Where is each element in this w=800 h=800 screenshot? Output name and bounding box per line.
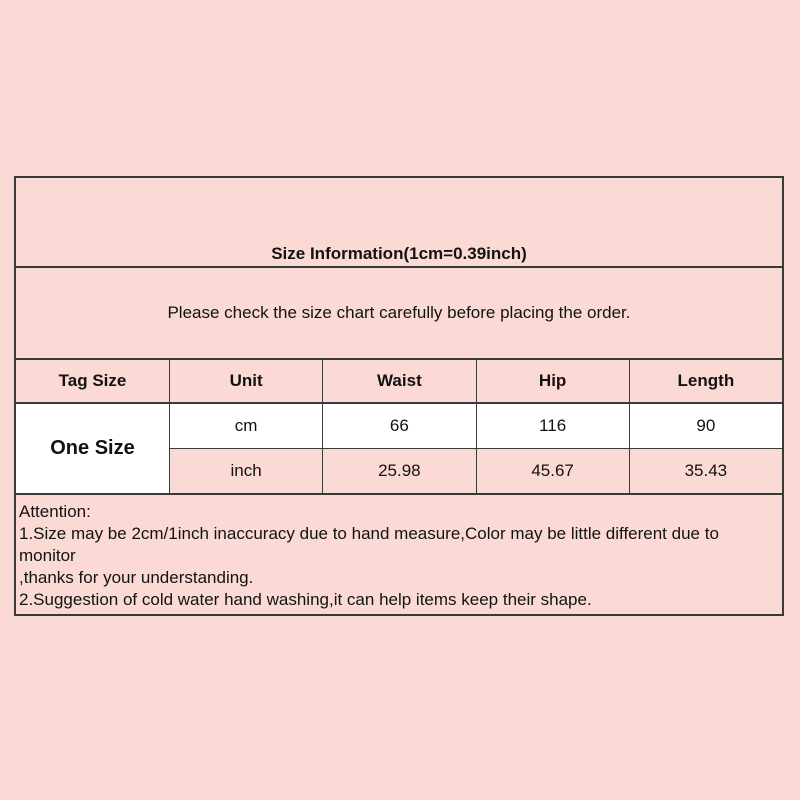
cell-waist-inch: 25.98: [322, 449, 475, 493]
table-body: [16, 404, 782, 495]
unit-rows: [169, 404, 782, 493]
header-hip: Hip: [476, 360, 629, 402]
cell-hip-inch: 45.67: [476, 449, 629, 493]
attention-line-1: 1.Size may be 2cm/1inch inaccuracy due to hand measure,Color may be little different due to monitor: [19, 524, 719, 565]
subtitle-text: Please check the size chart carefully before placing the order.: [167, 303, 631, 322]
header-tag-size: Tag Size: [58, 371, 127, 390]
attention-section: [16, 495, 782, 614]
attention-line-3: 2.Suggestion of cold water hand washing,it can help items keep their shape.: [19, 590, 592, 609]
header-length: Length: [629, 360, 782, 402]
cell-unit-inch: inch: [230, 461, 262, 480]
size-info-panel: [14, 176, 784, 616]
header-waist: Waist: [322, 360, 475, 402]
attention-heading: Attention:: [19, 502, 91, 521]
table-row-cm: [170, 404, 782, 449]
attention-line-2: ,thanks for your understanding.: [19, 568, 254, 587]
cell-waist-cm: 66: [322, 404, 475, 448]
page-title: Size Information(1cm=0.39inch): [271, 244, 527, 263]
table-row-inch: [170, 449, 782, 493]
cell-length-cm: 90: [629, 404, 782, 448]
cell-unit-cm: cm: [234, 416, 258, 435]
cell-tag-size-value: One Size: [16, 404, 169, 493]
table-header-row: [16, 360, 782, 404]
header-unit: Unit: [169, 360, 322, 402]
cell-hip-cm: 116: [476, 404, 629, 448]
title-section: [16, 178, 782, 268]
subtitle-section: [16, 268, 782, 360]
cell-length-inch: 35.43: [629, 449, 782, 493]
